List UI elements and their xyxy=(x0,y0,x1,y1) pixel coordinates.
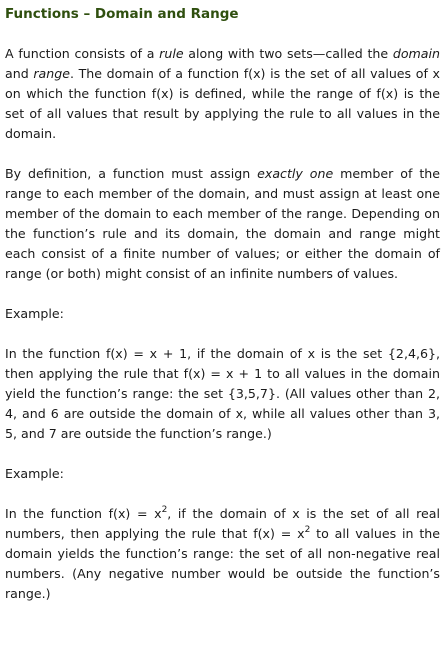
superscript: 2 xyxy=(304,525,311,535)
term-domain: domain xyxy=(392,46,440,61)
text: By definition, a function must assign xyxy=(5,166,258,181)
text: In the function f(x) = x xyxy=(5,506,162,521)
text: A function consists of a xyxy=(5,46,160,61)
term-range: range xyxy=(33,66,70,81)
term-rule: rule xyxy=(159,46,184,61)
paragraph-example-2 xyxy=(5,504,440,604)
example-label-2: Example: xyxy=(5,466,64,481)
text: and xyxy=(5,66,34,81)
paragraph-example-1: In the function f(x) = x + 1, if the domain of x is the set {2,4,6}, then applying the rule that f(x) = x + 1 to all values in the domain yield the function’s range: the set {3,5,7}. (All values other than 2, 4, and 6 are outside the domain of x, while all values other than 3, 5, and 7 are outside the function’s range.) xyxy=(5,346,440,441)
paragraph-assignment xyxy=(5,164,440,284)
text: , if the domain of x is the set of all real numbers, then applying the rule that f(x) = x xyxy=(5,506,441,541)
text: to all values in the domain yields the function’s range: the set of all non-negative real numbers. (Any negative number would be outside the function’s range.) xyxy=(5,526,440,601)
term-exactly-one: exactly one xyxy=(257,166,334,181)
text: . The domain of a function f(x) is the set of all values of x on which the function f(x) is defined, while the range of f(x) is the set of all values that result by applying the rule to all values in the domain. xyxy=(5,66,440,141)
paragraph-definition xyxy=(5,44,440,144)
text: along with two sets—called the xyxy=(183,46,393,61)
example-label-1: Example: xyxy=(5,306,64,321)
superscript: 2 xyxy=(161,505,168,515)
page-title: Functions – Domain and Range xyxy=(5,6,239,22)
text: member of the range to each member of the domain, and must assign at least one member of the domain to each member of the range. Depending on the function’s rule and its domain, the domain and range might each consist of a finite number of values; or either the domain of range (or both) might consist of an infinite numbers of values. xyxy=(5,166,440,281)
